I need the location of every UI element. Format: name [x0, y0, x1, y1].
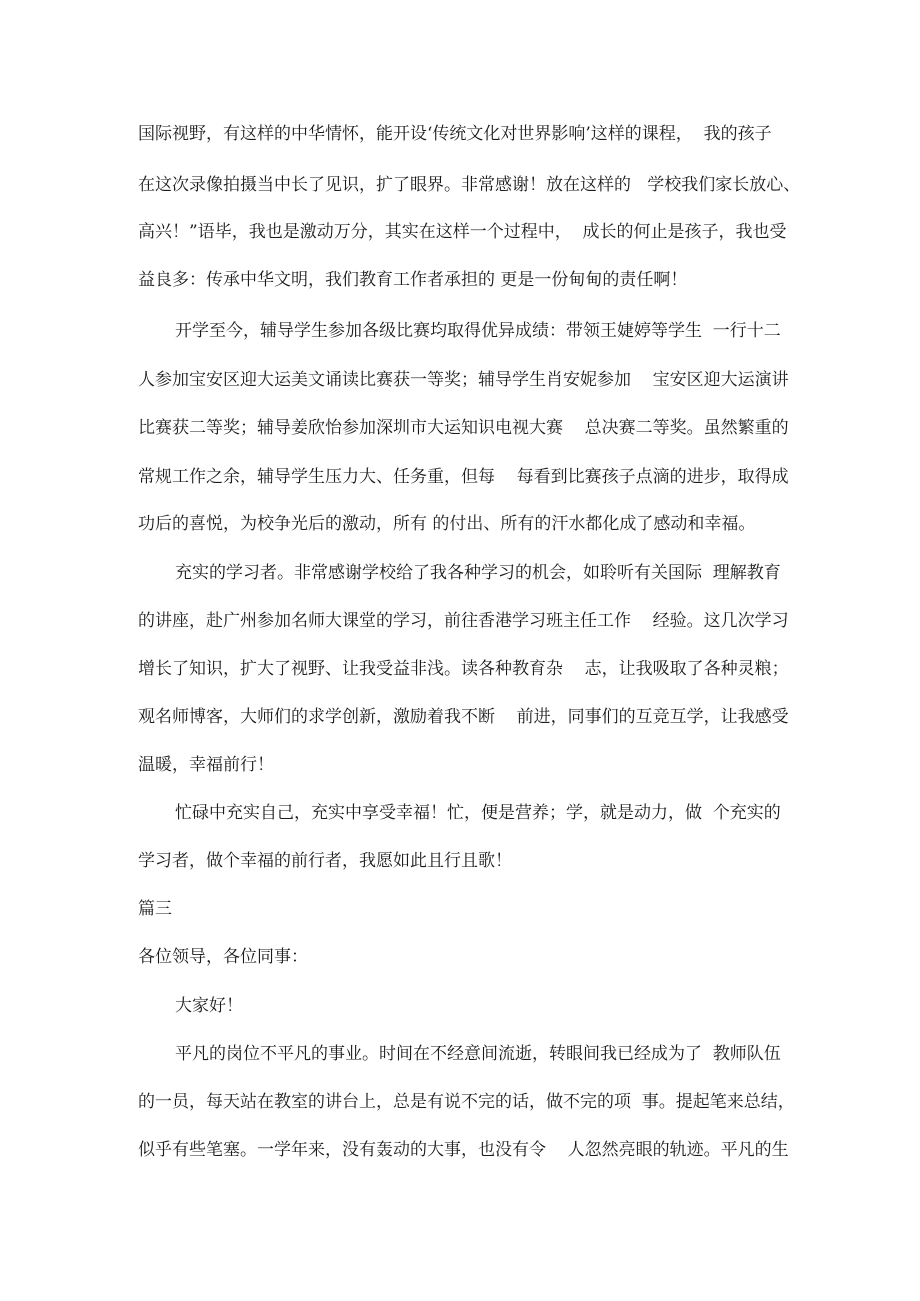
salutation: 各位领导，各位同事： — [138, 947, 308, 967]
text-line: 国际视野，有这样的中华情怀，能开设‘传统文化对世界影响’这样的课程， 我的孩子 — [138, 124, 772, 144]
text-line: 人参加宝安区迎大运美文诵读比赛获一等奖；辅导学生肖安妮参加 宝安区迎大运演讲 — [138, 370, 789, 390]
text-line: 充实的学习者。非常感谢学校给了我各种学习的机会，如聆听有关国际 理解教育 — [175, 563, 781, 583]
text-line: 高兴！”语毕，我也是激动万分，其实在这样一个过程中， 成长的何止是孩子，我也受 — [138, 222, 787, 242]
text-line: 开学至今，辅导学生参加各级比赛均取得优异成绩：带领王婕婷等学生 一行十二 — [175, 321, 781, 341]
text-line: 的讲座，赴广州参加名师大课堂的学习，前往香港学习班主任工作 经验。这几次学习 — [138, 611, 789, 631]
text-line: 似乎有些笔塞。一学年来，没有轰动的大事，也没有令 人忽然亮眼的轨迹。平凡的生 — [138, 1140, 789, 1160]
text-line: 在这次录像拍摄当中长了见识，扩了眼界。非常感谢！放在这样的 学校我们家长放心、 — [138, 175, 801, 195]
text-line: 比赛获二等奖；辅导姜欣怡参加深圳市大运知识电视大赛 总决赛二等奖。虽然繁重的 — [138, 418, 789, 438]
text-line: 温暖，幸福前行！ — [138, 755, 274, 775]
text-line: 常规工作之余，辅导学生压力大、任务重，但每 每看到比赛孩子点滴的进步，取得成 — [138, 467, 789, 487]
text-line: 增长了知识，扩大了视野、让我受益非浅。读各种教育杂 志，让我吸取了各种灵粮； — [138, 659, 789, 679]
text-line: 益良多：传承中华文明，我们教育工作者承担的 更是一份甸甸的责任啊！ — [138, 270, 688, 290]
text-line: 忙碌中充实自己，充实中享受幸福！忙，便是营养；学，就是动力，做 个充实的 — [175, 803, 781, 823]
text-line: 平凡的岗位不平凡的事业。时间在不经意间流逝，转眼间我已经成为了 教师队伍 — [175, 1044, 781, 1064]
text-line: 的一员，每天站在教室的讲台上，总是有说不完的话，做不完的项 事。提起笔来总结， — [138, 1092, 795, 1112]
greeting: 大家好！ — [175, 996, 243, 1016]
text-line: 功后的喜悦，为校争光后的激动，所有 的付出、所有的汗水都化成了感动和幸福。 — [138, 514, 756, 534]
text-line: 学习者，做个幸福的前行者，我愿如此且行且歌！ — [138, 851, 512, 871]
text-line: 观名师博客，大师们的求学创新，激励着我不断 前进，同事们的互竞互学，让我感受 — [138, 707, 789, 727]
section-heading: 篇三 — [138, 899, 172, 919]
